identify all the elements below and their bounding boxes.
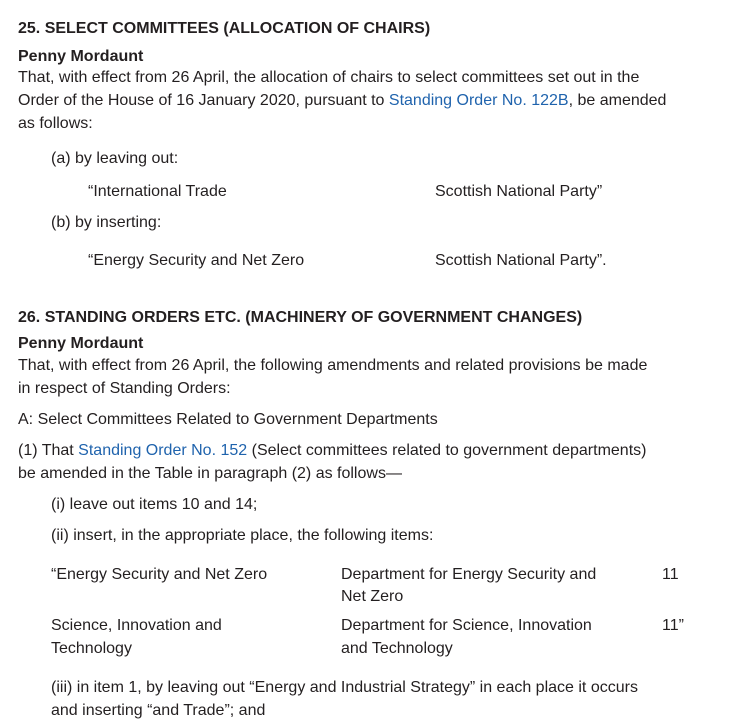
item-a-party: Scottish National Party” bbox=[435, 183, 603, 200]
table-row-2-committee-line1: Science, Innovation and bbox=[51, 617, 222, 634]
item-ii: (ii) insert, in the appropriate place, the following items: bbox=[51, 527, 434, 544]
item-a-committee: “International Trade bbox=[88, 183, 227, 200]
section-25-intro-line1: That, with effect from 26 April, the allocation of chairs to select committees set out in the bbox=[18, 69, 640, 86]
section-26-mover: Penny Mordaunt bbox=[18, 335, 144, 352]
item-b-party: Scottish National Party”. bbox=[435, 252, 607, 269]
section-26-intro-line1: That, with effect from 26 April, the following amendments and related provisions be made bbox=[18, 357, 648, 374]
standing-order-152-link[interactable]: Standing Order No. 152 bbox=[78, 442, 248, 459]
section-25-heading: 25. SELECT COMMITTEES (ALLOCATION OF CHAIRS) bbox=[18, 20, 431, 37]
item-iii-line2: and inserting “and Trade”; and bbox=[51, 702, 266, 719]
table-row-2-committee-line2: Technology bbox=[51, 640, 132, 657]
table-row-1-department-line1: Department for Energy Security and bbox=[341, 566, 597, 583]
item-b-committee: “Energy Security and Net Zero bbox=[88, 252, 305, 269]
section-26-heading: 26. STANDING ORDERS ETC. (MACHINERY OF GOVERNMENT CHANGES) bbox=[18, 309, 583, 326]
para-1-line2: be amended in the Table in paragraph (2) as follows— bbox=[18, 465, 402, 482]
section-26-intro-line2: in respect of Standing Orders: bbox=[18, 380, 231, 397]
table-row-2-department-line2: and Technology bbox=[341, 640, 453, 657]
table-row-2-department-line1: Department for Science, Innovation bbox=[341, 617, 592, 634]
standing-order-122b-link[interactable]: Standing Order No. 122B bbox=[388, 92, 569, 109]
item-a-label: (a) by leaving out: bbox=[51, 150, 179, 167]
table-row-2-members: 11” bbox=[662, 617, 684, 634]
para-1-line1: (1) That Standing Order No. 152 (Select committees related to government departments) bbox=[18, 442, 647, 459]
table-row-1-department-line2: Net Zero bbox=[341, 588, 404, 605]
section-25-intro-line3: as follows: bbox=[18, 115, 93, 132]
section-25-intro-line2: Order of the House of 16 January 2020, pursuant to Standing Order No. 122B, be amended bbox=[18, 92, 667, 109]
section-25-mover: Penny Mordaunt bbox=[18, 48, 144, 65]
table-row-1-committee: “Energy Security and Net Zero bbox=[51, 566, 268, 583]
item-i: (i) leave out items 10 and 14; bbox=[51, 496, 258, 513]
item-b-label: (b) by inserting: bbox=[51, 214, 162, 231]
table-row-1-members: 11 bbox=[662, 566, 679, 583]
item-iii-line1: (iii) in item 1, by leaving out “Energy and Industrial Strategy” in each place it occurs bbox=[51, 679, 638, 696]
part-a-heading: A: Select Committees Related to Government Departments bbox=[18, 411, 438, 428]
